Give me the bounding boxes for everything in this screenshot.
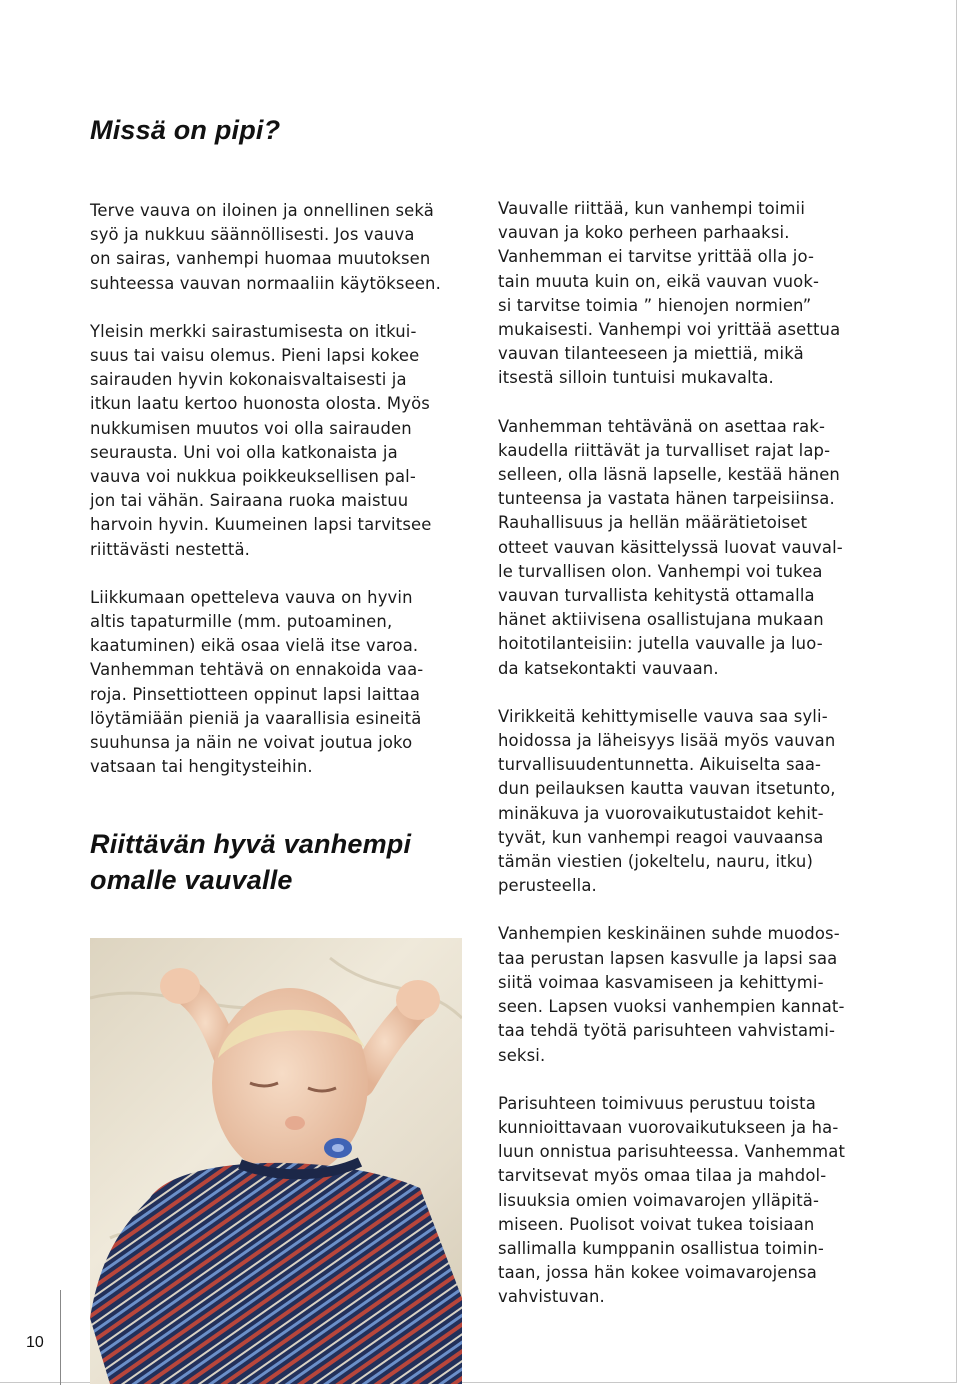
text-line: Virikkeitä kehittymiselle vauva saa syli- bbox=[498, 706, 828, 726]
right-arm bbox=[360, 980, 440, 1083]
text-line: Parisuhteen toimivuus perustuu toista bbox=[498, 1093, 816, 1113]
text-line: tyvät, kun vanhempi reagoi vauvaansa bbox=[498, 827, 824, 847]
right-text-column bbox=[498, 197, 890, 1334]
section-heading-line: Riittävän hyvä vanhempi bbox=[90, 829, 412, 859]
text-line: sairauden hyvin kokonaisvaltaisesti ja bbox=[90, 370, 407, 390]
section-heading bbox=[90, 826, 490, 898]
text-line: turvallisuudentunnetta. Aikuiselta saa- bbox=[498, 755, 822, 775]
text-line: taa tehdä työtä parisuhteen vahvistami- bbox=[498, 1021, 836, 1041]
text-line: hoitotilanteisiin: jutella vauvalle ja luo- bbox=[498, 634, 823, 654]
text-line: seurausta. Uni voi olla katkonaista ja bbox=[90, 442, 398, 462]
text-line: roja. Pinsettiotteen oppinut lapsi laittaa bbox=[90, 684, 421, 704]
text-line: suuhunsa ja näin ne voivat joutua joko bbox=[90, 733, 413, 753]
text-line: tain muuta kuin on, eikä vauvan vuok- bbox=[498, 271, 820, 291]
text-line: vatsaan tai hengitysteihin. bbox=[90, 757, 313, 777]
text-line: mukaisesti. Vanhempi voi yrittää asettua bbox=[498, 320, 841, 340]
text-line: Vauvalle riittää, kun vanhempi toimii bbox=[498, 199, 806, 218]
text-line: vauvan tilanteeseen ja miettiä, mikä bbox=[498, 344, 804, 364]
text-line: lisuuksia omien voimavarojen ylläpitä- bbox=[498, 1190, 820, 1210]
text-line: nukkumisen muutos voi olla sairauden bbox=[90, 418, 412, 438]
pacifier-icon bbox=[324, 1138, 352, 1158]
paragraph bbox=[498, 415, 890, 681]
text-line: Liikkumaan opetteleva vauva on hyvin bbox=[90, 587, 413, 607]
text-line: Vanhemman ei tarvitse yrittää olla jo- bbox=[498, 247, 815, 267]
text-line: jon tai vähän. Sairaana ruoka maistuu bbox=[90, 491, 409, 511]
text-line: miseen. Puolisot voivat tukea toisiaan bbox=[498, 1214, 815, 1234]
text-line: si tarvitse toimia ” hienojen normien” bbox=[498, 295, 812, 315]
text-line: itkun laatu kertoo huonosta olosta. Myös bbox=[90, 394, 430, 414]
text-line: siitä voimaa kasvamiseen ja kehittymi- bbox=[498, 972, 824, 992]
text-line: da katsekontakti vauvaan. bbox=[498, 658, 719, 678]
text-line: hänet aktiivisena osallistujana mukaan bbox=[498, 610, 824, 630]
text-line: hoidossa ja läheisyys lisää myös vauvan bbox=[498, 731, 836, 751]
text-line: harvoin hyvin. Kuumeinen lapsi tarvitsee bbox=[90, 515, 432, 535]
text-line: suhteessa vauvan normaaliin käytökseen. bbox=[90, 273, 441, 293]
text-line: dun peilauksen kautta vauvan itsetunto, bbox=[498, 779, 836, 799]
text-line: taa perustan lapsen kasvulle ja lapsi saa bbox=[498, 948, 838, 968]
text-line: vauvan ja koko perheen parhaaksi. bbox=[498, 223, 790, 243]
text-line: itsestä silloin tuntuisi mukavalta. bbox=[498, 368, 774, 388]
text-line: seksi. bbox=[498, 1045, 546, 1065]
text-line: Vanhemman tehtävä on ennakoida vaa- bbox=[90, 660, 424, 680]
left-text-column bbox=[90, 199, 462, 803]
text-line: le turvallisen olon. Vanhempi voi tukea bbox=[498, 561, 823, 581]
paragraph bbox=[90, 199, 462, 296]
text-line: taan, jossa hän kokee voimavarojensa bbox=[498, 1263, 817, 1283]
text-line: altis tapaturmille (mm. putoaminen, bbox=[90, 612, 393, 632]
text-line: kunnioittavaan vuorovaikutukseen ja ha- bbox=[498, 1117, 839, 1137]
paragraph bbox=[498, 922, 890, 1067]
paragraph bbox=[498, 1092, 890, 1310]
text-line: on sairas, vanhempi huomaa muutoksen bbox=[90, 249, 431, 269]
paragraph bbox=[498, 197, 890, 391]
text-line: tämän viestien (jokeltelu, nauru, itku) bbox=[498, 852, 813, 872]
page-number: 10 bbox=[26, 1334, 44, 1351]
text-line: vauvan turvallista kehitystä ottamalla bbox=[498, 586, 815, 606]
striped-shirt bbox=[90, 1162, 462, 1384]
text-line: suus tai vaisu olemus. Pieni lapsi kokee bbox=[90, 346, 420, 366]
text-line: tarvitsevat myös omaa tilaa ja mahdol- bbox=[498, 1166, 827, 1186]
text-line: Rauhallisuus ja hellän määrätietoiset bbox=[498, 513, 808, 533]
text-line: tunteensa ja vastata hänen tarpeisiinsa. bbox=[498, 489, 835, 509]
text-line: Vanhemman tehtävänä on asettaa rak- bbox=[498, 416, 826, 436]
text-line: Vanhempien keskinäinen suhde muodos- bbox=[498, 924, 840, 944]
text-line: minäkuva ja vuorovaikutustaidot kehit- bbox=[498, 803, 824, 823]
section-heading-line: omalle vauvalle bbox=[90, 865, 293, 895]
text-line: luun onnistua parisuhteessa. Vanhemmat bbox=[498, 1142, 846, 1162]
text-line: sallimalla kumppanin osallistua toimin- bbox=[498, 1238, 824, 1258]
text-line: vauva voi nukkua poikkeuksellisen pal- bbox=[90, 467, 416, 487]
text-line: kaudella riittävät ja turvalliset rajat lap- bbox=[498, 440, 831, 460]
text-line: vahvistuvan. bbox=[498, 1287, 605, 1307]
text-line: otteet vauvan käsittelyssä luovat vauval- bbox=[498, 537, 843, 557]
text-line: perusteella. bbox=[498, 876, 597, 896]
text-line: kaatuminen) eikä osaa vielä itse varoa. bbox=[90, 636, 419, 656]
text-line: löytämiään pieniä ja vaarallisia esineitä bbox=[90, 708, 422, 728]
paragraph bbox=[90, 320, 462, 562]
text-line: selleen, olla läsnä lapselle, kestää hänen bbox=[498, 465, 840, 485]
page-margin-rule bbox=[60, 1290, 61, 1385]
paragraph bbox=[90, 586, 462, 780]
page-heading: Missä on pipi? bbox=[90, 115, 281, 145]
text-line: Yleisin merkki sairastumisesta on itkui- bbox=[90, 321, 417, 341]
text-line: seen. Lapsen vuoksi vanhempien kannat- bbox=[498, 997, 845, 1017]
text-line: riittävästi nestettä. bbox=[90, 539, 250, 559]
sleeping-baby-illustration bbox=[90, 938, 462, 1384]
text-line: Terve vauva on iloinen ja onnellinen sekä bbox=[90, 201, 434, 220]
sleeping-baby-photo bbox=[90, 938, 462, 1384]
text-line: syö ja nukkuu säännöllisesti. Jos vauva bbox=[90, 225, 415, 245]
paragraph bbox=[498, 705, 890, 899]
